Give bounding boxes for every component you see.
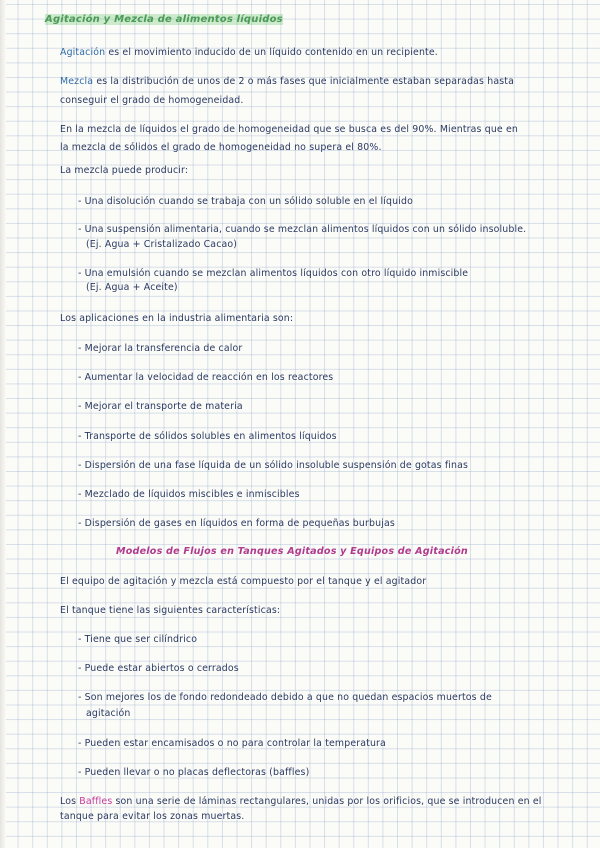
tank-item: - Tiene que ser cilíndrico [78, 634, 198, 645]
application-item: - Dispersión de una fase líquida de un sólido insoluble suspensión de gotas finas [78, 460, 469, 471]
applications-intro: Los aplicaciones en la industria alimentaria son: [60, 313, 294, 324]
application-item: - Dispersión de gases en líquidos en forma de pequeñas burbujas [78, 518, 395, 529]
application-item: - Mejorar la transferencia de calor [78, 343, 243, 354]
mixing-types-intro: La mezcla puede producir: [60, 165, 189, 176]
term-mezcla: Mezcla [60, 76, 94, 87]
application-item: - Transporte de sólidos solubles en alimentos líquidos [78, 431, 337, 442]
term-baffles: Baffles [79, 796, 113, 807]
page-edge [0, 0, 6, 848]
section-title-agitation-models: Modelos de Flujos en Tanques Agitados y Equipos de Agitación [116, 546, 468, 557]
mixing-type-item-example: (Ej. Agua + Cristalizado Cacao) [86, 239, 238, 250]
mixing-definition-line2: conseguir el grado de homogeneidad. [60, 95, 244, 106]
mixing-type-item-example: (Ej. Agua + Aceite) [86, 282, 178, 293]
mixing-type-item: - Una suspensión alimentaria, cuando se mezclan alimentos líquidos con un sólido insoluble. [78, 224, 527, 235]
homogeneity-line2: la mezcla de sólidos el grado de homogeneidad no supera el 80%. [60, 142, 382, 153]
term-agitacion: Agitación [60, 47, 106, 58]
application-item: - Aumentar la velocidad de reacción en los reactores [78, 372, 334, 383]
tank-item: - Puede estar abiertos o cerrados [78, 663, 239, 674]
tank-item: - Son mejores los de fondo redondeado debido a que no quedan espacios muertos de [78, 692, 492, 703]
application-item: - Mezclado de líquidos miscibles e inmiscibles [78, 489, 300, 500]
equipment-composition: El equipo de agitación y mezcla está compuesto por el tanque y el agitador [60, 576, 427, 587]
agitation-definition: Agitación es el movimiento inducido de un líquido contenido en un recipiente. [60, 47, 438, 58]
tank-characteristics-intro: El tanque tiene las siguientes características: [60, 605, 281, 616]
baffles-definition-line1: Los Baffles son una serie de láminas rectangulares, unidas por los orificios, que se introducen en el [60, 796, 542, 807]
mixing-type-item: - Una disolución cuando se trabaja con un sólido soluble en el líquido [78, 196, 413, 207]
tank-item: - Pueden estar encamisados o no para controlar la temperatura [78, 738, 386, 749]
page-title: Agitación y Mezcla de alimentos líquidos [45, 14, 283, 25]
homogeneity-line1: En la mezcla de líquidos el grado de homogeneidad que se busca es del 90%. Mientras que en [60, 124, 518, 135]
application-item: - Mejorar el transporte de materia [78, 401, 243, 412]
baffles-definition-line2: tanque para evitar los zonas muertas. [60, 811, 245, 822]
tank-item-continued: agitación [86, 708, 131, 719]
tank-item: - Pueden llevar o no placas deflectoras (baffles) [78, 767, 310, 778]
mixing-type-item: - Una emulsión cuando se mezclan alimentos líquidos con otro líquido inmiscible [78, 268, 469, 279]
mixing-definition-line1: Mezcla es la distribución de unos de 2 o más fases que inicialmente estaban separadas hasta [60, 76, 514, 87]
